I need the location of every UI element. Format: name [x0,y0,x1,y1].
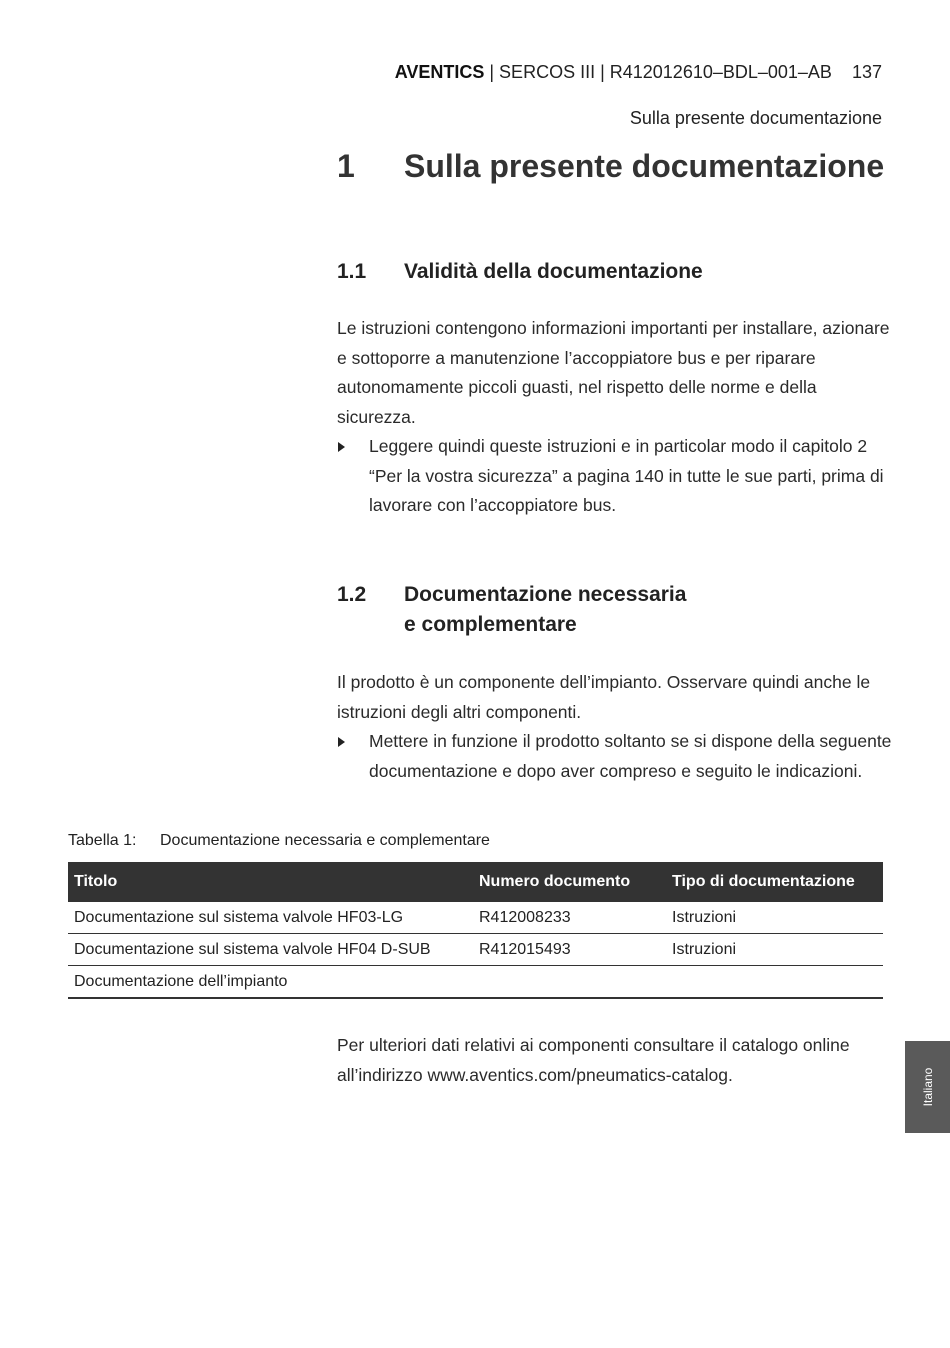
documentation-table [68,862,883,999]
section-1-1-bullet-text: Leggere quindi queste istruzioni e in particolar modo il capitolo 2 “Per la vostra sicurezza” a pagina 140 in tutte le sue parti, prima di lavorare con l’accoppiatore bus. [369,436,884,515]
table-cell: R412008233 [473,902,666,934]
chapter-heading [337,148,884,185]
table-cell [473,966,666,999]
table-caption-text: Documentazione necessaria e complementare [160,832,490,849]
section-1-2-heading [337,580,686,640]
language-label: Italiano [920,1067,935,1107]
section-1-2-bullet-text: Mettere in funzione il prodotto soltanto se si dispone della seguente documentazione e dopo aver compreso e seguito le indicazioni. [369,731,892,781]
page-number: 137 [851,62,882,82]
language-side-tab [905,1041,950,1133]
chapter-title: Sulla presente documentazione [404,148,885,184]
section-1-2-title-line1: Documentazione necessaria [404,583,687,606]
column-header-title: Titolo [68,862,473,902]
section-1-1-number: 1.1 [337,260,367,283]
table-cell: Documentazione sul sistema valvole HF03-LG [68,902,473,934]
column-header-document-number: Numero documento [473,862,666,902]
table-header-row [68,862,883,902]
section-1-2-number: 1.2 [337,583,367,606]
bullet-triangle-icon [338,442,345,452]
table-cell: Istruzioni [666,934,883,966]
table-row [68,966,883,999]
running-header [395,62,882,83]
section-1-2-content [337,668,897,786]
header-section: Sulla presente documentazione [629,108,882,128]
section-1-1-body: Le istruzioni contengono informazioni importanti per installare, azionare e sottoporre a manutenzione l’accoppiatore bus e per riparare autonomamente piccoli guasti, nel rispetto delle norme e della sicurezza. [337,318,890,427]
table-cell: R412015493 [473,934,666,966]
section-1-2-bullet-item [337,727,897,786]
table-cell [666,966,883,999]
table-cell: Documentazione sul sistema valvole HF04 D-SUB [68,934,473,966]
section-1-1-bullet-item [337,432,897,521]
table-cell: Documentazione dell’impianto [68,966,473,999]
bullet-triangle-icon [338,737,345,747]
header-brand: AVENTICS [394,62,485,82]
column-header-documentation-type: Tipo di documentazione [666,862,883,902]
section-1-2-title-line2: e complementare [404,613,577,636]
table-row [68,902,883,934]
footer-note: Per ulteriori dati relativi ai componenti consultare il catalogo online all’indirizzo www.aventics.com/pneumatics-catalog. [337,1035,850,1085]
chapter-number: 1 [337,148,355,184]
table-row [68,934,883,966]
section-1-1-title: Validità della documentazione [404,260,703,283]
table-cell: Istruzioni [666,902,883,934]
section-1-1-heading [337,257,703,287]
section-1-2-body: Il prodotto è un componente dell’impianto. Osservare quindi anche le istruzioni degli altri componenti. [337,672,871,722]
section-1-1-content [337,314,897,521]
table-caption [68,832,490,850]
table-caption-label: Tabella 1: [68,832,137,849]
header-product: | SERCOS III | R412012610–BDL–001–AB [484,62,832,82]
